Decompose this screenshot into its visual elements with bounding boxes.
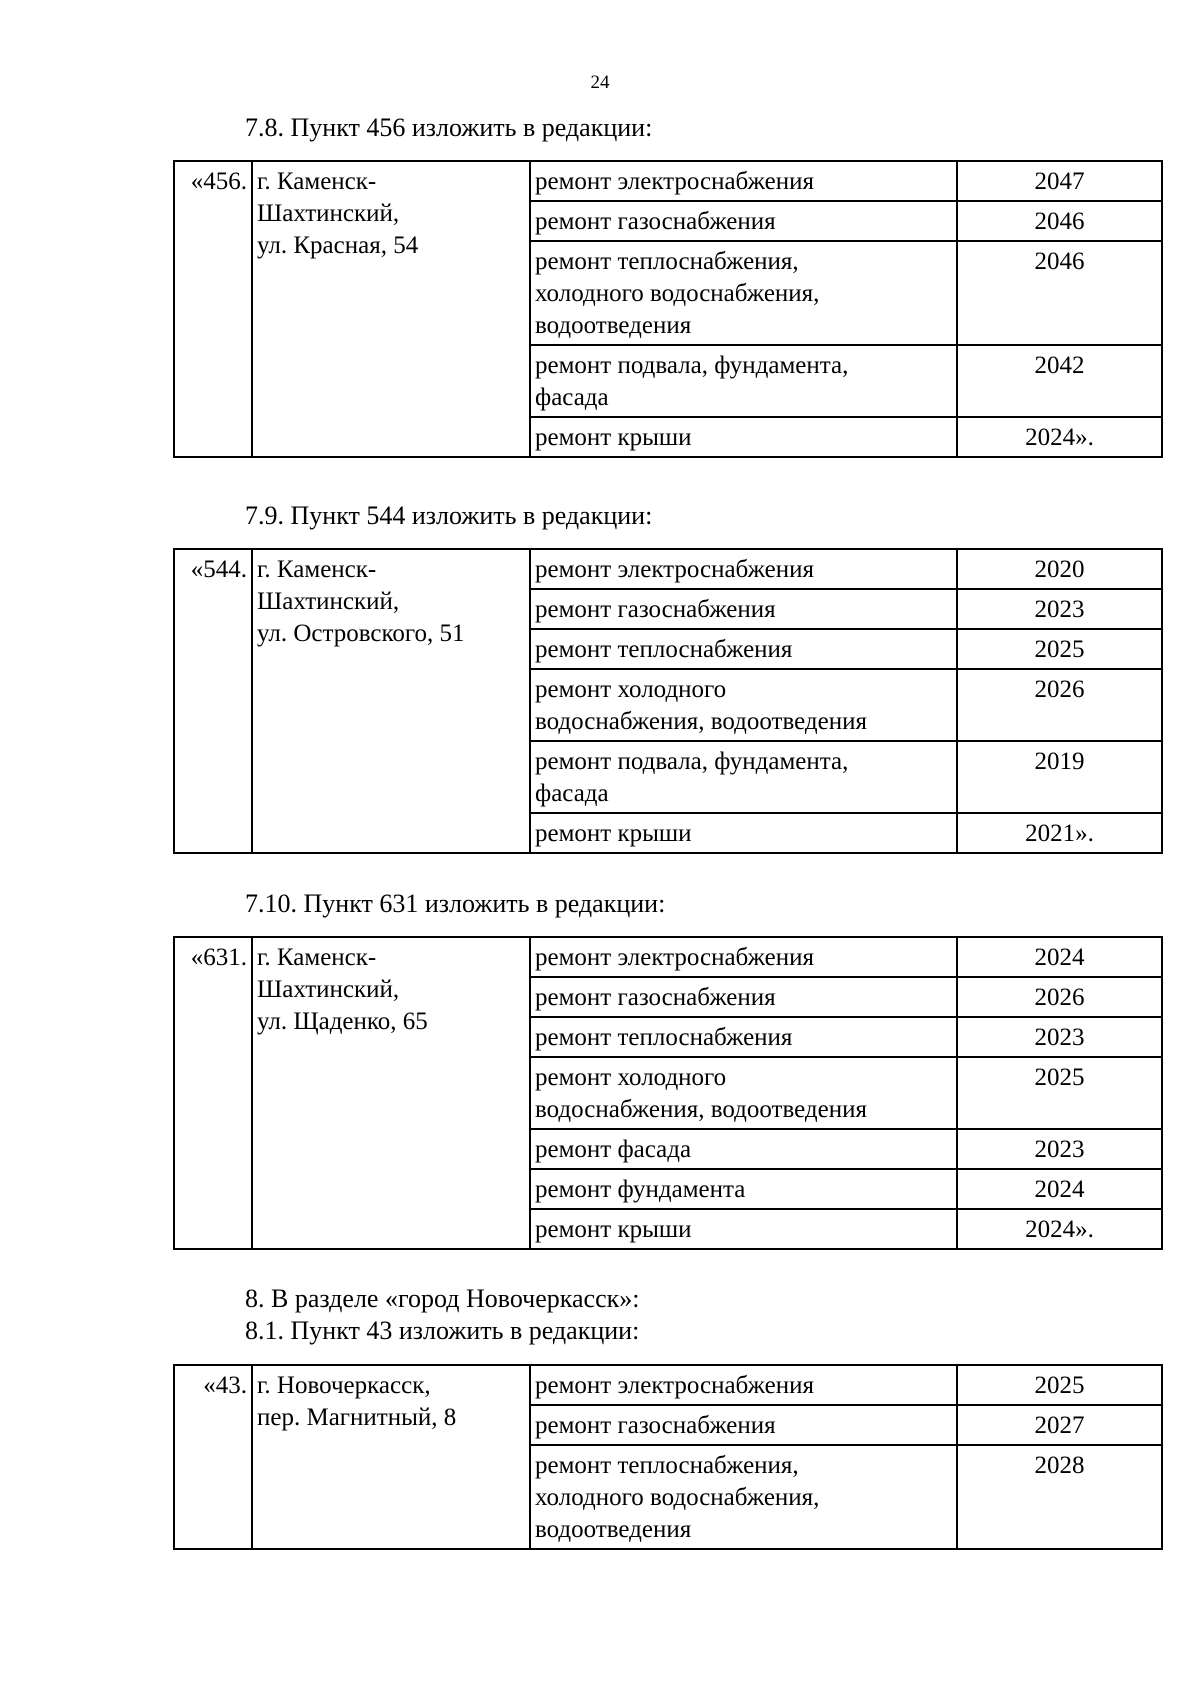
year-cell: 2028 [957, 1445, 1162, 1549]
work-line: ремонт теплоснабжения [535, 1024, 793, 1051]
table-row [174, 1365, 1162, 1405]
year-cell: 2026 [957, 669, 1162, 741]
work-cell [530, 417, 957, 457]
work-cell [530, 161, 957, 201]
work-cell [530, 1017, 957, 1057]
work-cell [530, 937, 957, 977]
page-number: 24 [590, 72, 610, 93]
item-number: «631. [174, 937, 252, 1249]
work-cell [530, 741, 957, 813]
address-cell [252, 549, 530, 853]
address-line: ул. Щаденко, 65 [257, 1008, 428, 1035]
item-number: «43. [174, 1365, 252, 1549]
year-cell: 2025 [957, 629, 1162, 669]
work-cell [530, 1445, 957, 1549]
year-cell: 2046 [957, 241, 1162, 345]
work-cell [530, 1057, 957, 1129]
section-heading-7-10: 7.10. Пункт 631 изложить в редакции: [245, 889, 666, 918]
work-line: ремонт электроснабжения [535, 168, 814, 195]
work-line: ремонт подвала, фундамента, [535, 748, 849, 775]
work-line: холодного водоснабжения, [535, 280, 820, 307]
table-item-43 [173, 1364, 1163, 1550]
address-line: г. Каменск- [257, 168, 377, 195]
work-line: водоснабжения, водоотведения [535, 708, 867, 735]
work-line: водоотведения [535, 1516, 692, 1543]
address-line: ул. Островского, 51 [257, 620, 465, 647]
table-row [174, 161, 1162, 201]
work-cell [530, 1169, 957, 1209]
work-line: ремонт фундамента [535, 1176, 746, 1203]
year-cell: 2020 [957, 549, 1162, 589]
address-line: ул. Красная, 54 [257, 232, 419, 259]
year-cell: 2024». [957, 1209, 1162, 1249]
section-heading-8-1: 8.1. Пункт 43 изложить в редакции: [245, 1316, 640, 1345]
work-line: холодного водоснабжения, [535, 1484, 820, 1511]
item-number: «456. [174, 161, 252, 457]
work-line: водоснабжения, водоотведения [535, 1096, 867, 1123]
year-cell: 2021». [957, 813, 1162, 853]
work-line: ремонт холодного [535, 676, 727, 703]
year-cell: 2046 [957, 201, 1162, 241]
work-cell [530, 549, 957, 589]
work-line: ремонт фасада [535, 1136, 692, 1163]
address-cell [252, 1365, 530, 1549]
work-line: ремонт электроснабжения [535, 556, 814, 583]
work-cell [530, 1405, 957, 1445]
work-cell [530, 669, 957, 741]
work-cell [530, 1129, 957, 1169]
table-row [174, 937, 1162, 977]
address-cell [252, 161, 530, 457]
work-line: водоотведения [535, 312, 692, 339]
work-cell [530, 813, 957, 853]
address-line: Шахтинский, [257, 976, 400, 1003]
table-item-456 [173, 160, 1163, 458]
year-cell: 2023 [957, 1017, 1162, 1057]
work-line: ремонт подвала, фундамента, [535, 352, 849, 379]
work-line: ремонт крыши [535, 820, 692, 847]
year-cell: 2024 [957, 1169, 1162, 1209]
work-line: фасада [535, 384, 609, 411]
address-line: Шахтинский, [257, 588, 400, 615]
year-cell: 2047 [957, 161, 1162, 201]
year-cell: 2025 [957, 1365, 1162, 1405]
work-line: ремонт электроснабжения [535, 944, 814, 971]
year-cell: 2023 [957, 589, 1162, 629]
year-cell: 2019 [957, 741, 1162, 813]
work-line: ремонт газоснабжения [535, 984, 776, 1011]
work-line: ремонт газоснабжения [535, 596, 776, 623]
year-cell: 2026 [957, 977, 1162, 1017]
year-cell: 2024». [957, 417, 1162, 457]
item-number: «544. [174, 549, 252, 853]
work-cell [530, 345, 957, 417]
table-row [174, 549, 1162, 589]
work-cell [530, 1209, 957, 1249]
work-cell [530, 629, 957, 669]
work-line: ремонт холодного [535, 1064, 727, 1091]
section-heading-7-8: 7.8. Пункт 456 изложить в редакции: [245, 113, 653, 142]
table-item-631 [173, 936, 1163, 1250]
work-line: ремонт теплоснабжения, [535, 248, 799, 275]
work-cell [530, 241, 957, 345]
year-cell: 2027 [957, 1405, 1162, 1445]
work-cell [530, 589, 957, 629]
work-line: ремонт электроснабжения [535, 1372, 814, 1399]
year-cell: 2025 [957, 1057, 1162, 1129]
work-line: ремонт теплоснабжения [535, 636, 793, 663]
work-line: ремонт крыши [535, 1216, 692, 1243]
work-line: ремонт газоснабжения [535, 208, 776, 235]
work-cell [530, 977, 957, 1017]
work-cell [530, 1365, 957, 1405]
year-cell: 2024 [957, 937, 1162, 977]
work-line: ремонт теплоснабжения, [535, 1452, 799, 1479]
address-line: г. Каменск- [257, 556, 377, 583]
section-heading-8: 8. В разделе «город Новочеркасск»: [245, 1284, 640, 1313]
year-cell: 2023 [957, 1129, 1162, 1169]
address-line: г. Каменск- [257, 944, 377, 971]
address-line: г. Новочеркасск, [257, 1372, 431, 1399]
work-line: ремонт газоснабжения [535, 1412, 776, 1439]
address-line: пер. Магнитный, 8 [257, 1404, 457, 1431]
address-line: Шахтинский, [257, 200, 400, 227]
section-heading-7-9: 7.9. Пункт 544 изложить в редакции: [245, 501, 653, 530]
year-cell: 2042 [957, 345, 1162, 417]
work-cell [530, 201, 957, 241]
address-cell [252, 937, 530, 1249]
table-item-544 [173, 548, 1163, 854]
work-line: ремонт крыши [535, 424, 692, 451]
work-line: фасада [535, 780, 609, 807]
